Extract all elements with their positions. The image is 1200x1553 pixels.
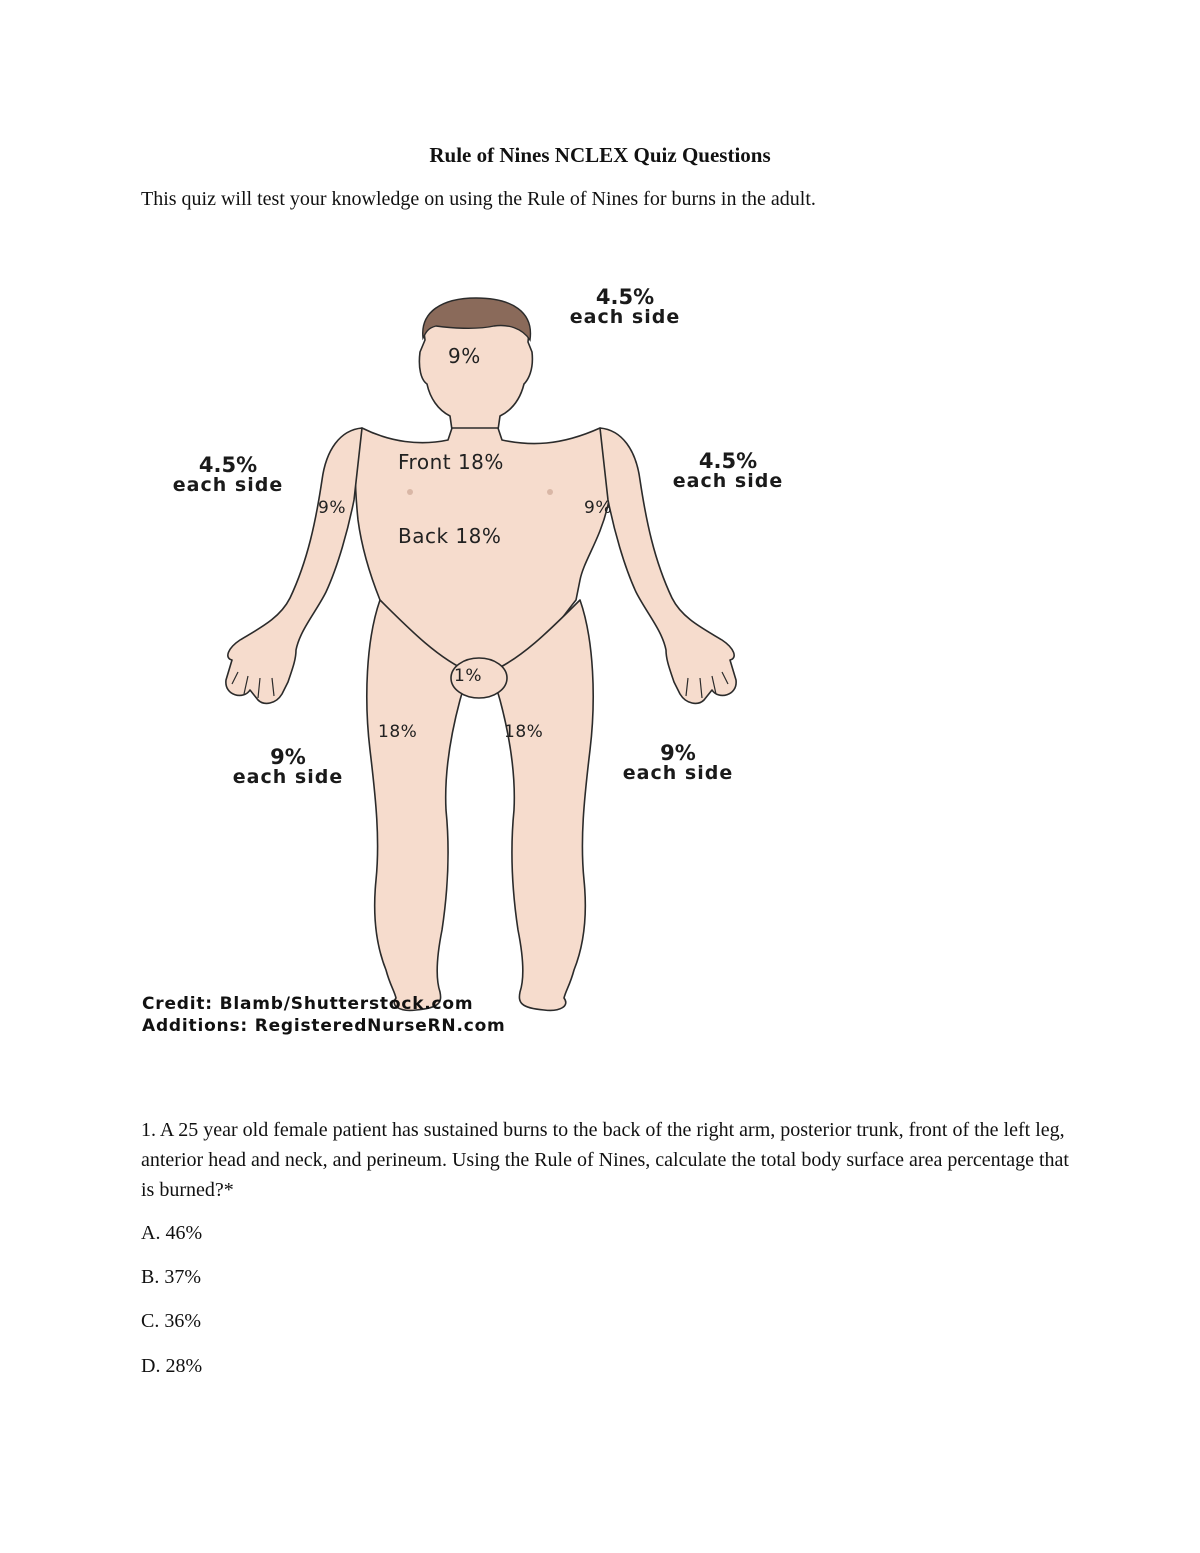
question-text: 1. A 25 year old female patient has sustained burns to the back of the right arm, posterior trunk, front of the left leg, anterior head and neck, and perineum. Using the Rule of Nines, calculate the total body surface area percentage that is burned?* <box>141 1119 1069 1201</box>
left-arm-percent: 9% <box>318 498 346 518</box>
right-leg-percent: 18% <box>504 722 544 742</box>
head-side-label: 4.5% each side <box>569 285 681 329</box>
option-c[interactable]: C. 36% <box>141 1310 201 1332</box>
left-leg-percent: 18% <box>378 722 418 742</box>
rule-of-nines-figure <box>140 280 830 1040</box>
image-credit: Credit: Blamb/Shutterstock.com <box>142 994 474 1014</box>
left-leg-side-label: 9% each side <box>232 745 344 789</box>
intro-text: This quiz will test your knowledge on using the Rule of Nines for burns in the adult. <box>141 188 816 210</box>
right-arm-side-label: 4.5% each side <box>672 449 784 493</box>
head-percent: 9% <box>448 344 481 368</box>
option-d[interactable]: D. 28% <box>141 1355 203 1377</box>
option-a[interactable]: A. 46% <box>141 1222 203 1244</box>
trunk-back-percent: Back 18% <box>398 524 502 548</box>
perineum-percent: 1% <box>454 666 482 686</box>
image-additions: Additions: RegisteredNurseRN.com <box>142 1016 506 1036</box>
right-leg-side-label: 9% each side <box>622 741 734 785</box>
trunk-front-percent: Front 18% <box>398 450 504 474</box>
page-title: Rule of Nines NCLEX Quiz Questions <box>429 143 771 167</box>
right-arm-percent: 9% <box>584 498 612 518</box>
option-b[interactable]: B. 37% <box>141 1266 201 1288</box>
body-outline-illustration <box>140 280 830 1040</box>
left-arm-side-label: 4.5% each side <box>172 453 284 497</box>
